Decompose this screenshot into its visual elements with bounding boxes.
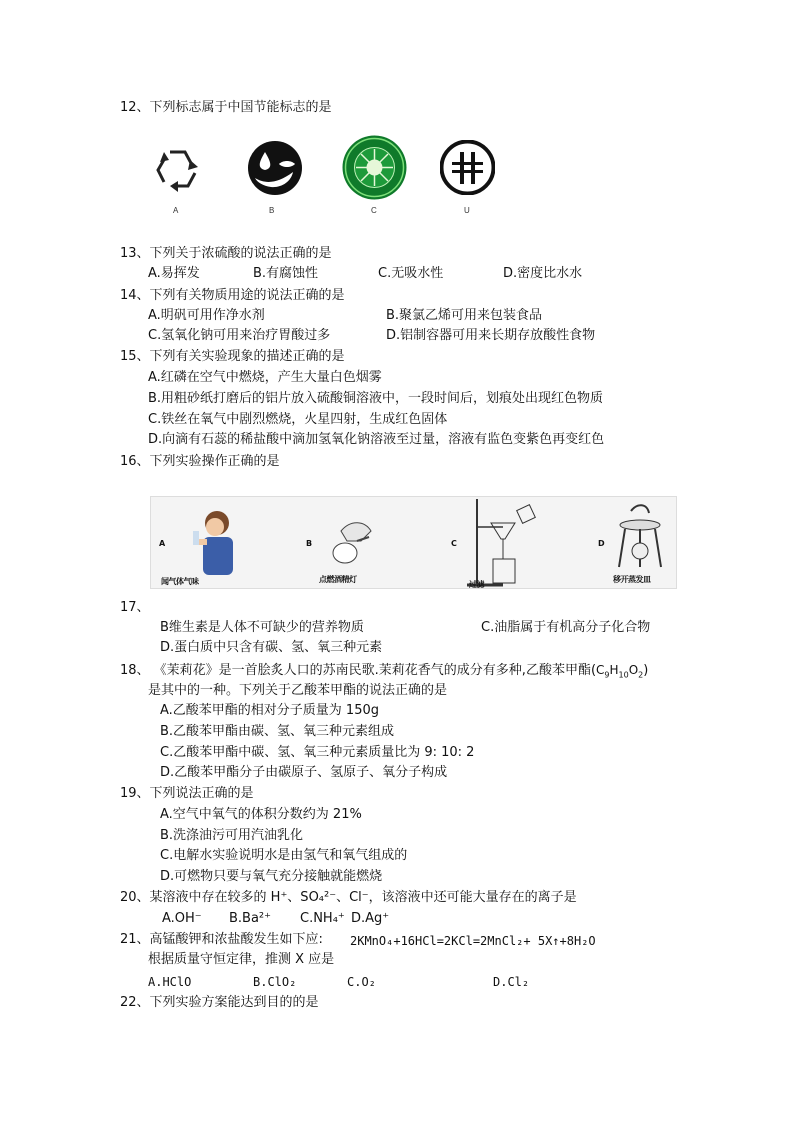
cert-logo <box>440 140 495 195</box>
photo-label-c: C <box>451 539 457 548</box>
water-saving-logo <box>247 140 303 196</box>
q20-option-c: C.NH₄⁺ <box>300 911 345 926</box>
alcohol-lamp-drawing <box>321 511 381 571</box>
q14-option-b: B.聚氯乙烯可用来包装食品 <box>386 308 543 323</box>
evaporating-dish-drawing <box>611 501 669 575</box>
q13-option-b: B.有腐蚀性 <box>253 266 319 281</box>
q20-stem: 20、某溶液中存在较多的 H⁺、SO₄²⁻、Cl⁻，该溶液中还可能大量存在的离子是 <box>120 890 577 905</box>
photo-label-a: A <box>159 539 166 548</box>
q15-option-c: C.铁丝在氧气中剧烈燃烧，火星四射，生成红色固体 <box>148 412 448 427</box>
q18-option-b: B.乙酸苯甲酯由碳、氢、氧三种元素组成 <box>160 724 395 739</box>
q18-option-a: A.乙酸苯甲酯的相对分子质量为 150g <box>160 703 379 718</box>
q13-stem: 13、下列关于浓硫酸的说法正确的是 <box>120 246 332 261</box>
q13-option-c: C.无吸水性 <box>378 266 444 281</box>
q14-option-c: C.氢氧化钠可用来治疗胃酸过多 <box>148 328 331 343</box>
q19-stem: 19、下列说法正确的是 <box>120 786 254 801</box>
caption-a: 闻气体气味 <box>161 577 199 586</box>
energy-saving-logo <box>342 135 407 200</box>
q19-option-a: A.空气中氧气的体积分数约为 21% <box>160 807 362 822</box>
q12-label-c: C <box>371 206 377 215</box>
q22-stem: 22、下列实验方案能达到目的的是 <box>120 995 319 1010</box>
recycle-logo <box>150 140 205 195</box>
q19-option-d: D.可燃物只要与氧气充分接触就能燃烧 <box>160 869 383 884</box>
q12-label-b: B <box>269 206 275 215</box>
filtration-drawing <box>463 497 543 589</box>
q21-stem2: 根据质量守恒定律，推测 X 应是 <box>148 952 335 967</box>
q13-option-a: A.易挥发 <box>148 266 200 281</box>
q20-option-a: A.OH⁻ <box>162 911 202 926</box>
q12-stem: 12、下列标志属于中国节能标志的是 <box>120 100 332 115</box>
q12-label-a: A <box>173 206 179 215</box>
q18-stem-line1 <box>120 662 648 683</box>
q15-option-b: B.用粗砂纸打磨后的铝片放入硫酸铜溶液中，一段时间后，划痕处出现红色物质 <box>148 391 604 406</box>
q20-option-b: B.Ba²⁺ <box>229 911 272 926</box>
q12-label-d: U <box>464 206 470 215</box>
q15-option-a: A.红磷在空气中燃烧，产生大量白色烟雾 <box>148 370 382 385</box>
q18-stem-text: 18、 《茉莉花》是一首脍炙人口的苏南民歌.茉莉花香气的成分有多种,乙酸苯甲酯( <box>120 663 597 678</box>
q15-stem: 15、下列有关实验现象的描述正确的是 <box>120 349 345 364</box>
q14-option-d: D.铝制容器可用来长期存放酸性食物 <box>386 328 596 343</box>
q17-option-c: C.油脂属于有机高分子化合物 <box>481 620 651 635</box>
caption-d: 移开蒸发皿 <box>613 575 651 584</box>
q17-option-d: D.蛋白质中只含有碳、氢、氧三种元素 <box>160 640 383 655</box>
person-smelling-drawing <box>173 501 243 579</box>
q21-stem: 21、高锰酸钾和浓盐酸发生如下应: <box>120 932 323 947</box>
q16-stem: 16、下列实验操作正确的是 <box>120 454 280 469</box>
q21-option-c: C.O₂ <box>347 975 376 989</box>
q13-option-d: D.密度比水水 <box>503 266 583 281</box>
q21-option-d: D.Cl₂ <box>493 975 530 989</box>
q20-option-d: D.Ag⁺ <box>351 911 390 926</box>
q17-stem: 17、 <box>120 600 150 615</box>
q15-option-d: D.向滴有石蕊的稀盐酸中滴加氢氧化钠溶液至过量，溶液有监色变紫色再变红色 <box>148 432 605 447</box>
q18-option-d: D.乙酸苯甲酯分子由碳原子、氢原子、氧分子构成 <box>160 765 448 780</box>
q14-stem: 14、下列有关物质用途的说法正确的是 <box>120 288 345 303</box>
q14-option-a: A.明矾可用作净水剂 <box>148 308 265 323</box>
q19-option-c: C.电解水实验说明水是由氢气和氧气组成的 <box>160 848 408 863</box>
q18-stem-end: ) <box>643 663 649 678</box>
q21-equation: 2KMnO₄+16HCl=2KCl=2MnCl₂+ 5X↑+8H₂O <box>350 934 596 948</box>
photo-label-b: B <box>306 539 313 548</box>
lab-operations-photo <box>150 496 677 589</box>
q18-option-c: C.乙酸苯甲酯中碳、氢、氧三种元素质量比为 9: 10: 2 <box>160 745 475 760</box>
photo-label-d: D <box>598 539 605 548</box>
q17-option-b: B维生素是人体不可缺少的营养物质 <box>160 620 364 635</box>
q21-option-a: A.HClO <box>148 975 192 989</box>
q19-option-b: B.洗涤油污可用汽油乳化 <box>160 828 304 843</box>
caption-c: 过滤 <box>469 580 484 589</box>
caption-b: 点燃酒精灯 <box>319 575 357 584</box>
q21-option-b: B.ClO₂ <box>253 975 297 989</box>
q18-stem-line2: 是其中的一种。下列关于乙酸苯甲酯的说法正确的是 <box>148 683 448 698</box>
q18-formula: $C_9H_{10}O_2$ <box>596 663 644 680</box>
